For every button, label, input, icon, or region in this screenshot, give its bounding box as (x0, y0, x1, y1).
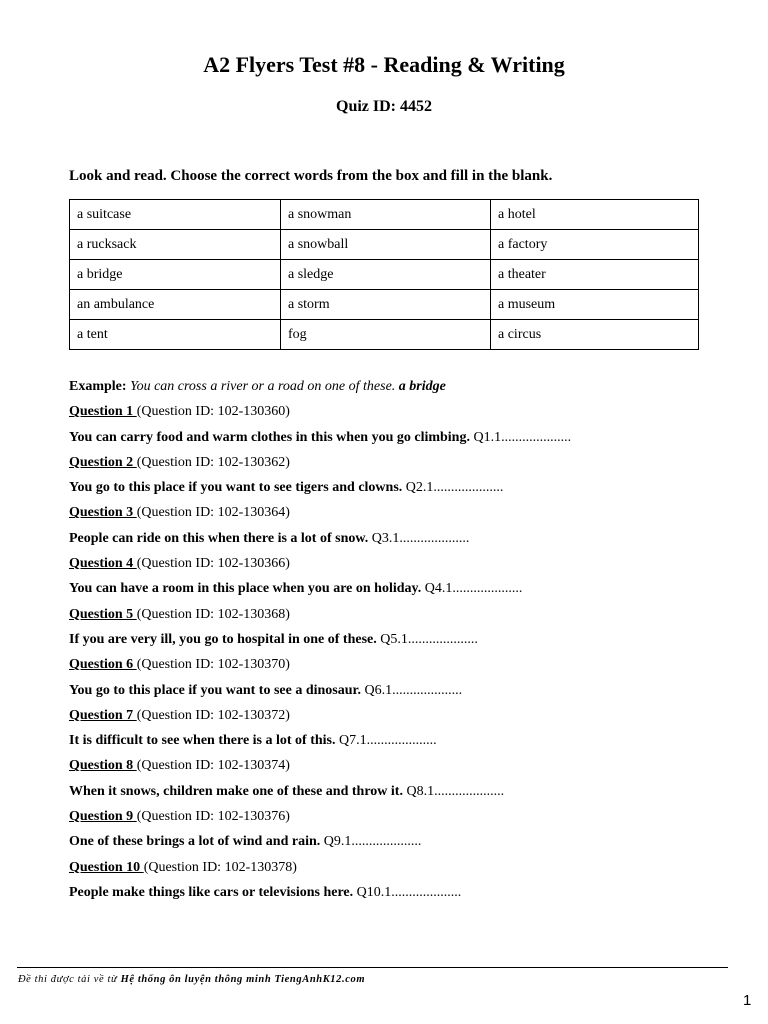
word-box-row (70, 320, 699, 350)
word-box-cell: fog (281, 320, 491, 350)
question-number: Question 3 (69, 505, 137, 521)
word-box-table (69, 199, 699, 350)
word-box-cell: a rucksack (70, 230, 281, 260)
answer-blank[interactable]: Q10.1.................... (353, 884, 462, 900)
word-box-row (70, 260, 699, 290)
question-line (69, 779, 719, 804)
question-id: (Question ID: 102-130376) (136, 809, 290, 825)
example-text: You can cross a river or a road on one of these. (130, 379, 396, 394)
question-number: Question 1 (69, 404, 137, 420)
question-id: (Question ID: 102-130366) (136, 556, 290, 572)
question-id: (Question ID: 102-130378) (143, 859, 297, 875)
word-box-row (70, 230, 699, 260)
question-id: (Question ID: 102-130368) (136, 606, 290, 622)
question-heading (69, 551, 719, 576)
question-number: Question 4 (69, 556, 137, 572)
question-number: Question 10 (69, 859, 144, 875)
question-id: (Question ID: 102-130372) (136, 707, 290, 723)
question-id: (Question ID: 102-130370) (136, 657, 290, 673)
question-prompt: You can have a room in this place when you are on holiday. (69, 581, 422, 597)
question-number: Question 5 (69, 606, 137, 622)
question-id: (Question ID: 102-130374) (136, 758, 290, 774)
question-heading (69, 602, 719, 627)
word-box-cell: a storm (281, 290, 491, 320)
question-line (69, 728, 719, 753)
answer-blank[interactable]: Q9.1.................... (320, 834, 422, 850)
question-number: Question 7 (69, 707, 137, 723)
example-line (69, 374, 719, 399)
answer-blank[interactable]: Q7.1.................... (335, 733, 437, 749)
instructions: Look and read. Choose the correct words from the box and fill in the blank. (69, 168, 553, 184)
question-line (69, 678, 719, 703)
footer-prefix: Đề thi được tải về từ (18, 974, 118, 985)
word-box-cell: a theater (491, 260, 699, 290)
word-box-cell: an ambulance (70, 290, 281, 320)
question-number: Question 9 (69, 809, 137, 825)
answer-blank[interactable]: Q3.1.................... (368, 530, 470, 546)
question-heading (69, 500, 719, 525)
example-answer: a bridge (398, 379, 446, 394)
question-number: Question 8 (69, 758, 137, 774)
question-prompt: One of these brings a lot of wind and rain. (69, 834, 321, 850)
question-line (69, 526, 719, 551)
question-number: Question 2 (69, 454, 137, 470)
question-heading (69, 753, 719, 778)
question-heading (69, 804, 719, 829)
word-box-cell: a museum (491, 290, 699, 320)
question-heading (69, 855, 719, 880)
question-prompt: You go to this place if you want to see a dinosaur. (69, 682, 361, 698)
footer-source[interactable]: Hệ thống ôn luyện thông minh TiengAnhK12.com (120, 974, 366, 985)
page-number: 1 (743, 992, 752, 1009)
question-line (69, 829, 719, 854)
question-id: (Question ID: 102-130362) (136, 454, 290, 470)
word-box-cell: a snowman (281, 200, 491, 230)
question-line (69, 627, 719, 652)
example-label: Example: (69, 379, 127, 394)
question-heading (69, 450, 719, 475)
answer-blank[interactable]: Q1.1.................... (469, 429, 572, 445)
word-box-cell: a bridge (70, 260, 281, 290)
answer-blank[interactable]: Q6.1.................... (360, 682, 463, 698)
quiz-id: Quiz ID: 4452 (336, 98, 432, 115)
footer-divider (17, 967, 728, 968)
word-box-cell: a snowball (281, 230, 491, 260)
question-heading (69, 703, 719, 728)
question-prompt: When it snows, children make one of these and throw it. (69, 783, 403, 799)
question-line (69, 576, 719, 601)
question-prompt: It is difficult to see when there is a lot of this. (69, 733, 336, 749)
word-box-cell: a suitcase (70, 200, 281, 230)
answer-blank[interactable]: Q5.1.................... (376, 631, 478, 647)
page-title: A2 Flyers Test #8 - Reading & Writing (203, 52, 565, 77)
question-line (69, 425, 719, 450)
question-heading (69, 652, 719, 677)
footer (18, 974, 365, 985)
answer-blank[interactable]: Q8.1.................... (402, 783, 505, 799)
question-prompt: People make things like cars or televisions here. (69, 884, 354, 900)
question-line (69, 475, 719, 500)
question-prompt: You go to this place if you want to see tigers and clowns. (69, 480, 403, 496)
word-box-cell: a tent (70, 320, 281, 350)
word-box-cell: a sledge (281, 260, 491, 290)
answer-blank[interactable]: Q4.1.................... (421, 581, 523, 597)
question-prompt: If you are very ill, you go to hospital in one of these. (69, 631, 377, 647)
word-box-row (70, 290, 699, 320)
question-id: (Question ID: 102-130364) (136, 505, 290, 521)
word-box-cell: a hotel (491, 200, 699, 230)
word-box-cell: a factory (491, 230, 699, 260)
question-heading (69, 399, 719, 424)
question-prompt: You can carry food and warm clothes in this when you go climbing. (69, 429, 470, 445)
word-box-row (70, 200, 699, 230)
questions-section (69, 374, 719, 905)
question-prompt: People can ride on this when there is a lot of snow. (69, 530, 369, 546)
question-line (69, 880, 719, 905)
question-number: Question 6 (69, 657, 137, 673)
word-box-cell: a circus (491, 320, 699, 350)
question-id: (Question ID: 102-130360) (136, 404, 290, 420)
answer-blank[interactable]: Q2.1.................... (402, 480, 504, 496)
